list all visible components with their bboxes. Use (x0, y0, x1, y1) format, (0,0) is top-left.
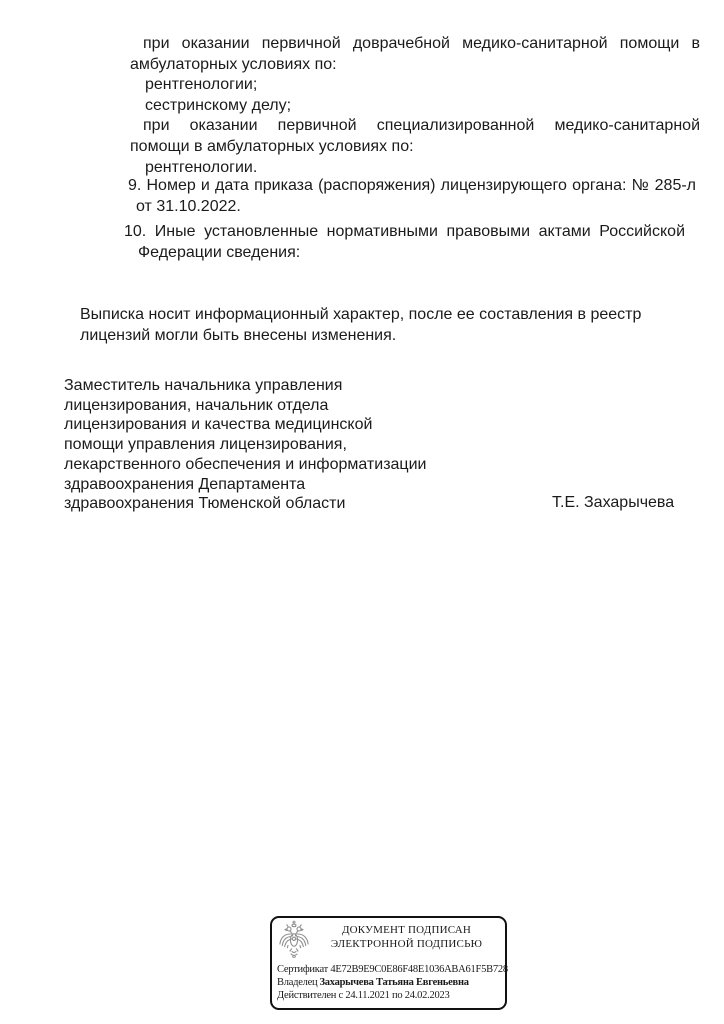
works-line: сестринскому делу; (145, 96, 292, 114)
signatory-position-line: лицензирования, начальник отдела (64, 396, 329, 414)
certificate-label: Сертификат (277, 964, 328, 975)
signatory-position-line: здравоохранения Департамента (64, 475, 306, 493)
stamp-validity-line: Действителен с 24.11.2021 по 24.02.2023 (277, 990, 450, 1001)
signatory-position (64, 376, 426, 514)
item-9-order-number (128, 176, 696, 217)
item-9-line: от 31.10.2022. (136, 197, 241, 215)
informational-notice (80, 304, 641, 346)
item-9-line: 9. Номер и дата приказа (распоряжения) лицензирующего органа: № 285-л (128, 177, 696, 194)
notice-line: Выписка носит информационный характер, после ее составления в реестр (80, 306, 642, 323)
item-10-line: 10. Иные установленные нормативными правовыми актами Российской (124, 223, 685, 240)
owner-name: Захарычева Татьяна Евгеньевна (319, 977, 469, 988)
works-line: амбулаторных условиях по: (130, 55, 337, 73)
item-10-line: Федерации сведения: (138, 243, 301, 261)
works-line: при оказании первичной специализированной медико-санитарной (143, 117, 700, 135)
stamp-title-line: ДОКУМЕНТ ПОДПИСАН (341, 924, 472, 936)
works-line: при оказании первичной доврачебной медико-санитарной помощи в (143, 35, 700, 52)
double-headed-eagle-emblem-icon (277, 920, 311, 960)
works-line: помощи в амбулаторных условиях по: (130, 137, 414, 155)
signatory-position-line: здравоохранения Тюменской области (64, 495, 346, 513)
licensed-works-section (130, 34, 700, 178)
notice-line: лицензий могли быть внесены изменения. (80, 327, 397, 344)
signatory-position-line: лекарственного обеспечения и информатизации (64, 455, 427, 473)
stamp-owner-line (277, 976, 469, 989)
stamp-title-line: ЭЛЕКТРОННОЙ ПОДПИСЬЮ (330, 938, 483, 950)
stamp-title (312, 923, 501, 951)
signatory-position-line: Заместитель начальника управления (64, 377, 343, 394)
signatory-position-line: помощи управления лицензирования, (64, 436, 347, 454)
certificate-value: 4E72B9E9C0E86F48E1036ABA61F5B728 (330, 964, 508, 975)
item-10-other-data (124, 222, 685, 263)
signatory-position-line: лицензирования и качества медицинской (64, 416, 373, 434)
electronic-signature-stamp (270, 916, 507, 1010)
signatory-name: Т.Е. Захарычева (552, 494, 675, 511)
works-line: рентгенологии; (145, 76, 258, 94)
stamp-certificate-line (277, 963, 508, 976)
owner-label: Владелец (277, 977, 318, 988)
works-line: рентгенологии. (145, 158, 258, 176)
